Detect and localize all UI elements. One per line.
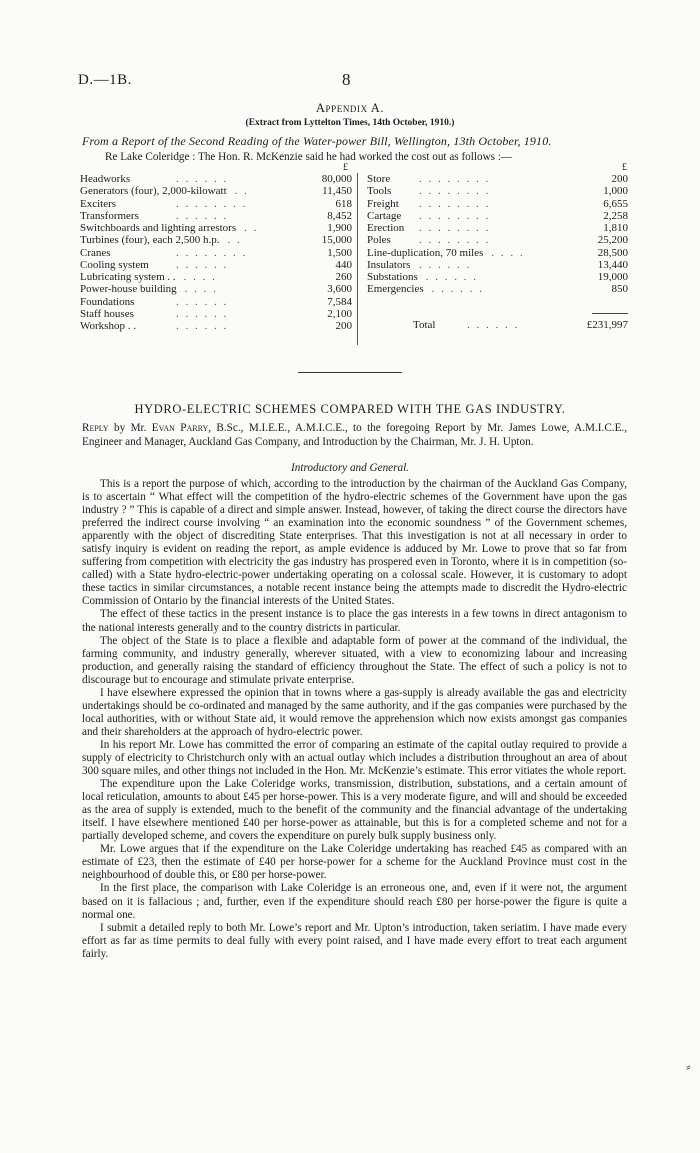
leader-dots: . . . . . . [176, 307, 229, 320]
cost-amount: 8,452 [327, 209, 352, 222]
leader-dots: . . [234, 185, 249, 198]
cost-label: Emergencies [367, 283, 424, 296]
cost-row [367, 198, 628, 210]
cost-amount: 1,000 [603, 185, 628, 198]
leader-dots: . . . . . . [176, 295, 229, 308]
total-row-wrap [367, 319, 628, 331]
paragraph: I submit a detailed reply to both Mr. Lowe’s report and Mr. Upton’s introduction, taken seriatim. I have made every effort as far as time permits to deal fully with every point raised, and I have made every effort to treat each argument fairly. [82, 921, 627, 960]
table-divider [357, 173, 358, 345]
cost-row [367, 247, 628, 259]
cost-row [80, 210, 352, 222]
leader-dots: . . . . . . . . [419, 197, 491, 210]
leader-dots: . . . . . . . . [176, 246, 248, 259]
cost-amount: 1,500 [327, 246, 352, 259]
cost-amount: 260 [335, 271, 352, 283]
section-heading: HYDRO-ELECTRIC SCHEMES COMPARED WITH THE GAS INDUSTRY. [134, 402, 566, 416]
leader-dots: . . [227, 234, 242, 247]
cost-label: Exciters [80, 197, 117, 210]
document-id: D.—1B. [78, 72, 132, 88]
cost-amount: 1,810 [603, 222, 628, 234]
margin-mark: ⸗ [686, 1060, 691, 1075]
cost-row [367, 259, 628, 271]
cost-label: Freight [367, 197, 399, 210]
total-dots: . . . . . . [467, 319, 520, 331]
paragraph: In the first place, the comparison with Lake Coleridge is an erroneous one, and, even if it were not, the argument based on it is fallacious ; and, further, even if the expenditure should reach £80 per horse-power the figure is quite a normal one. [82, 882, 627, 921]
subheading: Introductory and General. [291, 462, 409, 474]
cost-label: Substations [367, 271, 418, 283]
currency-symbol-left: £ [343, 162, 348, 173]
leader-dots: . . . . . . [419, 258, 472, 271]
appendix-title: Appendix A. [315, 101, 385, 115]
extract-note: (Extract from Lyttelton Times, 14th October, 1910.) [245, 118, 455, 128]
cost-label: Insulators [367, 258, 411, 271]
cost-label: Cranes [80, 246, 111, 259]
leader-dots: . . . . . . . . [176, 197, 248, 210]
cost-row [367, 185, 628, 197]
paragraph: Mr. Lowe argues that if the expenditure on the Lake Coleridge undertaking has reached £45 as compared with an estimate of £23, then the estimate of £40 per horse-power for a scheme for the Auckland Province must cost in the neighbourhood of double this, or £80 per horse-power. [82, 843, 627, 882]
reply-author: Evan Parry [151, 422, 209, 434]
cost-amount: 1,900 [327, 222, 352, 234]
total-amount: £231,997 [586, 319, 628, 331]
cost-amount: 11,450 [322, 185, 352, 198]
intro-line: Re Lake Coleridge : The Hon. R. McKenzie said he had worked the cost out as follows :— [105, 151, 513, 163]
cost-row [80, 271, 352, 283]
leader-dots: . . . . . . [176, 320, 229, 332]
cost-label: Cartage [367, 209, 402, 222]
cost-row [80, 283, 352, 295]
cost-row [80, 320, 352, 332]
cost-row [80, 173, 352, 185]
leader-dots: . . . . [491, 246, 525, 259]
total-label: Total [413, 319, 436, 331]
cost-amount: 80,000 [321, 173, 352, 185]
cost-amount: 440 [335, 258, 352, 271]
cost-amount: 3,600 [327, 283, 352, 296]
cost-row [367, 271, 628, 283]
report-line: From a Report of the Second Reading of the Water-power Bill, Wellington, 13th October, 1910. [82, 134, 552, 148]
cost-label: Line-duplication, 70 miles [367, 246, 484, 259]
cost-row [80, 185, 352, 197]
cost-amount: 2,100 [327, 307, 352, 320]
cost-amount: 2,258 [603, 209, 628, 222]
paragraph: The effect of these tactics in the present instance is to place the gas interests in a few towns in direct antagonism to the national interests generally and to the country districts in particular. [82, 608, 627, 634]
reply-by: by Mr. [114, 422, 147, 434]
cost-row [80, 222, 352, 234]
leader-dots: . . [244, 222, 259, 234]
cost-label: Store [367, 173, 391, 185]
body-text [82, 478, 627, 961]
cost-amount: 28,500 [597, 246, 628, 259]
cost-label: Staff houses [80, 307, 134, 320]
cost-row [367, 222, 628, 234]
leader-dots: . . . . . . [176, 173, 229, 185]
leader-dots: . . . . . . [425, 271, 478, 283]
cost-amount: 6,655 [603, 197, 628, 210]
cost-row [80, 198, 352, 210]
total-rule [592, 313, 628, 314]
cost-amount: 850 [611, 283, 628, 296]
cost-row [80, 234, 352, 246]
cost-amount: 618 [335, 197, 352, 210]
cost-amount: 13,440 [597, 258, 628, 271]
paragraph: The expenditure upon the Lake Coleridge works, transmission, distribution, substations, and a certain amount of local reticulation, amounts to about £45 per horse-power. This is a very moderate figure, and will and should be exceeded as the area of supply is extended, much to the benefit of the community and the financial advantage of the undertaking itself. I have elsewhere mentioned £40 per horse-power as attainable, but this is for a completed scheme and not for a partially developed scheme, and covers the expenditure on purely bulk supply business only. [82, 778, 627, 843]
cost-row [367, 283, 628, 295]
cost-label: Erection [367, 222, 405, 234]
page-number: 8 [342, 70, 351, 89]
section-separator [298, 372, 402, 373]
cost-amount: 200 [611, 173, 628, 185]
cost-row [80, 247, 352, 259]
leader-dots: . . . . . . . . [419, 234, 491, 247]
cost-row [80, 296, 352, 308]
cost-label: Lubricating system . . [80, 271, 176, 283]
cost-table-left [80, 173, 352, 332]
cost-amount: 19,000 [597, 271, 628, 283]
leader-dots: . . . . . . . . [419, 185, 491, 198]
leader-dots: . . . . . . . . [419, 222, 491, 234]
reply-rest: , B.Sc., M.I.E.E., A.M.I.C.E., to the foregoing Report by Mr. James Lowe, A.M.I.C.E., Engineer and Manager, Auckland Gas Company, and Introduction by the Chairman, Mr. J. H. Upton. [82, 422, 628, 448]
cost-row [367, 173, 628, 185]
paragraph: The object of the State is to place a flexible and adaptable form of power at the command of the individual, the farming community, and industry generally, wherever situated, with a view to economizing labour and increasing production, and generally raising the standard of efficiency throughout the State. The effect of such a policy is not to discourage but to encourage and stimulate private enterprise. [82, 634, 627, 686]
reply-paragraph [82, 421, 627, 449]
paragraph: In his report Mr. Lowe has committed the error of comparing an estimate of the capital outlay required to provide a supply of electricity to Christchurch only with an actual outlay which includes a distribution throughout an area of about 300 square miles, and other things not included in the Hon. Mr. McKenzie’s estimate. This error vitiates the whole report. [82, 738, 627, 778]
cost-label: Poles [367, 234, 391, 247]
leader-dots: . . . . . . [431, 283, 484, 296]
cost-label: Cooling system [80, 258, 149, 271]
cost-label: Headworks [80, 173, 131, 185]
cost-amount: 200 [335, 320, 352, 332]
leader-dots: . . . . [183, 271, 217, 283]
cost-label: Turbines (four), each 2,500 h.p. [80, 234, 220, 247]
leader-dots: . . . . . . . . [419, 173, 491, 185]
currency-symbol-right: £ [622, 162, 627, 173]
leader-dots: . . . . . . [176, 209, 229, 222]
cost-label: Workshop . . [80, 320, 136, 332]
cost-row [80, 308, 352, 320]
paragraph: I have elsewhere expressed the opinion that in towns where a gas-supply is already available the gas and electricity undertakings should be co-ordinated and managed by the same authority, and if the gas companies were purchased by the local authorities, with or without State aid, it would remove the apprehension which now exists amongst gas companies and their shareholders at the approach of hydro-electric power. [82, 686, 627, 738]
total-row [367, 319, 628, 331]
reply-lead: Reply [82, 422, 109, 434]
cost-label: Power-house building [80, 283, 177, 296]
cost-amount: 25,200 [597, 234, 628, 247]
cost-amount: 7,584 [327, 295, 352, 308]
leader-dots: . . . . . . [176, 258, 229, 271]
cost-row [80, 259, 352, 271]
paragraph: This is a report the purpose of which, according to the introduction by the chairman of the Auckland Gas Company, is to ascertain “ What effect will the competition of the hydro-electric schemes of the Government have upon the gas industry ? ” This is capable of a direct and simple answer. Instead, however, of taking the direct course the directors have preferred the indirect course involving “ an examination into the economic soundness ” of the Government schemes, apparently with the object of discrediting State enterprises. That this investigation is not at all necessary in order to satisfy inquiry is evident on reading the report, as ample evidence is adduced by Mr. Lowe to prove that so far from suffering from competition with electricity the gas industry has prospered even in Toronto, where it is in competition (so-called) with a State hydro-electric-power undertaking operating on a colossal scale. However, it is customary to adopt these tactics in similar circumstances, a notable recent instance being the attempts made to discredit the Hydro-electric Commission of Ontario by the financial interests of the United States. [82, 478, 627, 608]
leader-dots: . . . . [184, 283, 218, 296]
cost-table-right [367, 173, 628, 296]
leader-dots: . . . . . . . . [419, 209, 491, 222]
cost-row [367, 234, 628, 246]
cost-label: Generators (four), 2,000-kilowatt [80, 185, 227, 198]
cost-label: Transformers [80, 209, 139, 222]
cost-label: Tools [367, 185, 392, 198]
cost-amount: 15,000 [321, 234, 352, 247]
cost-row [367, 210, 628, 222]
cost-label: Switchboards and lighting arrestors [80, 222, 237, 234]
cost-label: Foundations [80, 295, 135, 308]
